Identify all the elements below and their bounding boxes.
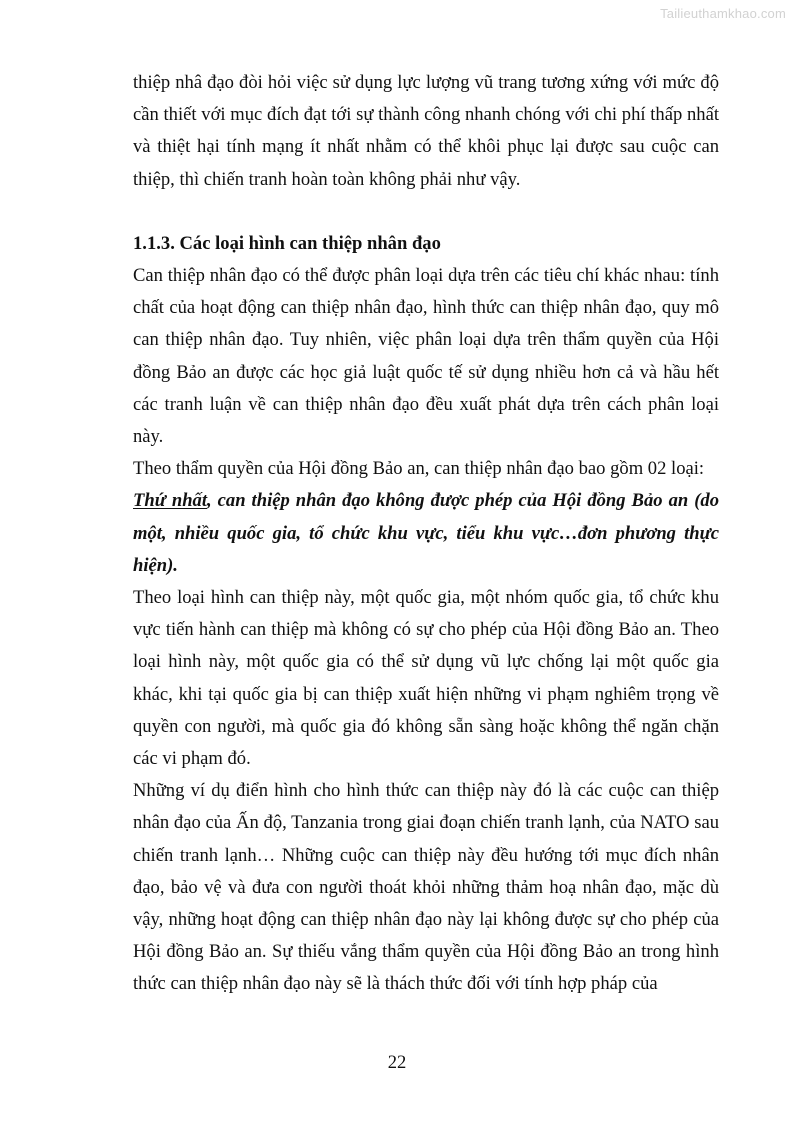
subsection-first-type [133,485,719,582]
paragraph-examples: Những ví dụ điển hình cho hình thức can thiệp này đó là các cuộc can thiệp nhân đạo của Ấn độ, Tanzania trong giai đoạn chiến tranh lạnh, của NATO sau chiến tranh lạnh… Những cuộc can thiệp này đều hướng tới mục đích nhân đạo, bảo vệ và đưa con người thoát khỏi những thảm hoạ nhân đạo, mặc dù vậy, những hoạt động can thiệp nhân đạo này lại không được sự cho phép của Hội đồng Bảo an. Sự thiếu vắng thẩm quyền của Hội đồng Bảo an trong hình thức can thiệp nhân đạo này sẽ là thách thức đối với tính hợp pháp của [133,780,719,995]
watermark-text: Tailieuthamkhao.com [660,6,786,21]
paragraph-classification: Can thiệp nhân đạo có thể được phân loại dựa trên các tiêu chí khác nhau: tính chất của hoạt động can thiệp nhân đạo, hình thức can thiệp nhân đạo, quy mô can thiệp nhân đạo. Tuy nhiên, việc phân loại dựa trên thẩm quyền của Hội đồng Bảo an được các học giả luật quốc tế sử dụng nhiều hơn cả và hầu hết các tranh luận về can thiệp nhân đạo đều xuất phát dựa trên cách phân loại này. [133,265,719,448]
paragraph-unauthorized: Theo loại hình can thiệp này, một quốc gia, một nhóm quốc gia, tổ chức khu vực tiến hành can thiệp mà không có sự cho phép của Hội đồng Bảo an. Theo loại hình này, một quốc gia có thể sử dụng vũ lực chống lại một quốc gia khác, khi tại quốc gia bị can thiệp xuất hiện những vi phạm nghiêm trọng về quyền con người, mà quốc gia đó không sẵn sàng hoặc không thể ngăn chặn các vi phạm đó. [133,587,719,770]
paragraph-continuation: thiệp nhâ đạo đòi hỏi việc sử dụng lực lượng vũ trang tương xứng với mức độ cần thiết với mục đích đạt tới sự thành công nhanh chóng với chi phí thấp nhất và thiệt hại tính mạng ít nhất nhằm có thể khôi phục lại được sau cuộc can thiệp, thì chiến tranh hoàn toàn không phải như vậy. [133,72,719,190]
document-body [133,67,719,1001]
paragraph-authority: Theo thẩm quyền của Hội đồng Bảo an, can thiệp nhân đạo bao gồm 02 loại: [133,458,705,480]
paragraph-gap [133,196,719,228]
page-number: 22 [387,1052,407,1073]
first-type-lead: Thứ nhất [133,490,207,512]
section-heading: 1.1.3. Các loại hình can thiệp nhân đạo [133,232,441,254]
first-type-description: , can thiệp nhân đạo không được phép của Hội đồng Bảo an (do một, nhiều quốc gia, tổ chức khu vực, tiểu khu vực…đơn phương thực hiện). [133,490,719,576]
